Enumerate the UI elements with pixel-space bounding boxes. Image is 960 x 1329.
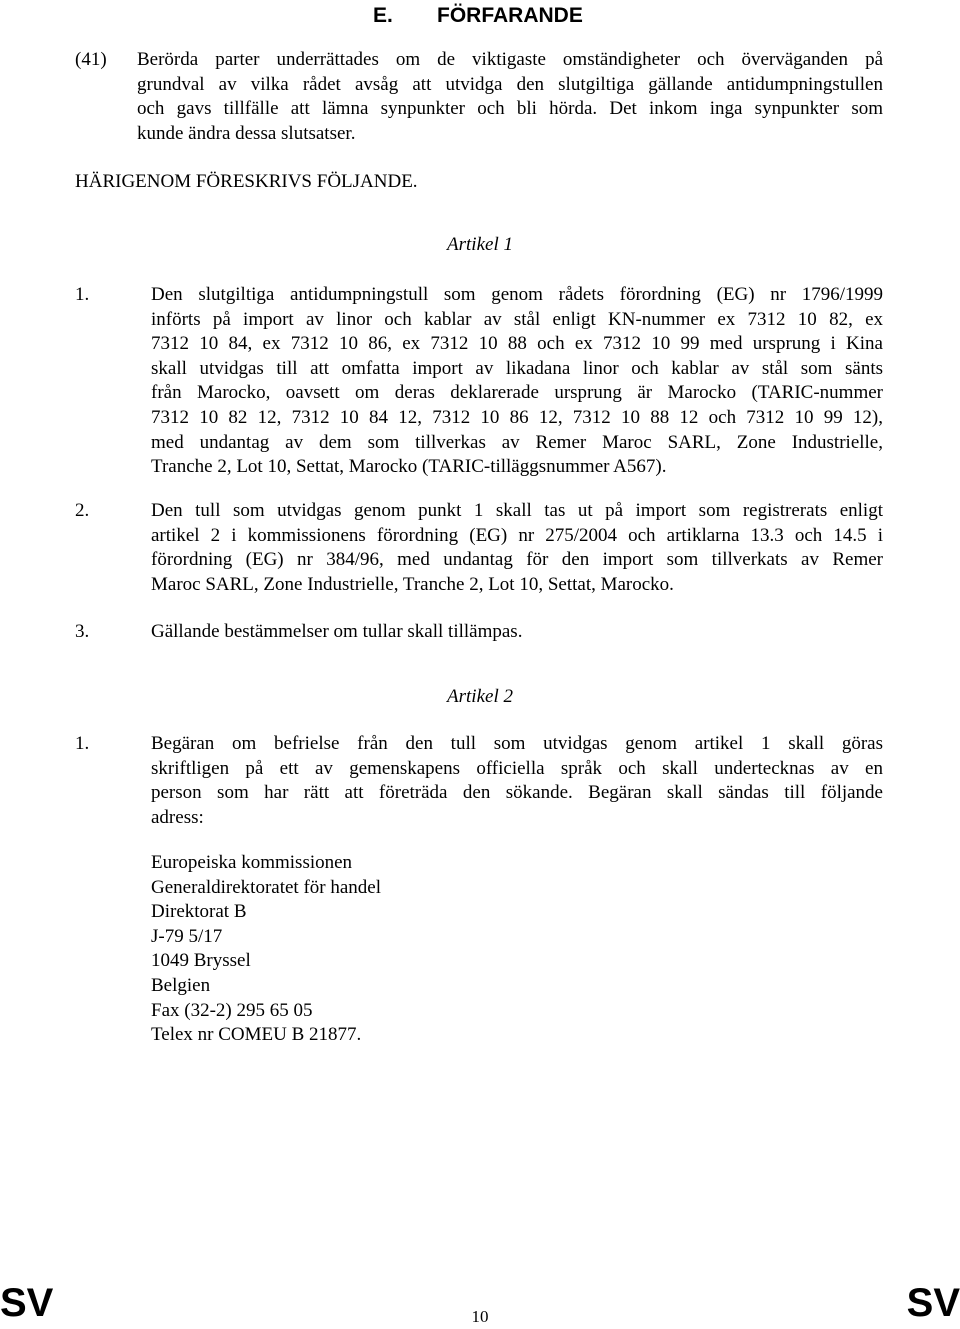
paragraph-line: med undantag av dem som tillverkas av Remer Maroc SARL, Zone Industrielle, xyxy=(151,431,883,453)
address-line: Direktorat B xyxy=(151,901,247,923)
paragraph-line: Begäran om befrielse från den tull som utvidgas genom artikel 1 skall göras xyxy=(151,733,883,754)
address-line: Belgien xyxy=(151,974,211,996)
recital-line: grundval av vilka rådet avsåg att utvidga den slutgiltiga gällande antidumpningstullen xyxy=(137,73,883,95)
paragraph-line: adress: xyxy=(151,806,204,828)
paragraph-line: skall utvidgas till att omfatta import av likadana linor och kablar av stål som sänts xyxy=(151,357,883,379)
paragraph-number: 1. xyxy=(75,733,90,754)
recital-line: och gavs tillfälle att lämna synpunkter och bli hörda. Det inkom inga synpunkter som xyxy=(137,98,883,120)
paragraph-line: införts på import av linor och kablar av stål enligt KN-nummer ex 7312 10 82, ex xyxy=(151,308,883,330)
address-line: Europeiska kommissionen xyxy=(151,852,353,873)
paragraph-line: 7312 10 82 12, 7312 10 84 12, 7312 10 86 12, 7312 10 88 12 och 7312 10 99 12), xyxy=(151,406,883,428)
address-line: Telex nr COMEU B 21877. xyxy=(151,1024,362,1046)
address-line: Generaldirektoratet för handel xyxy=(151,876,381,898)
paragraph-line: artikel 2 i kommissionens förordning (EG) nr 275/2004 och artiklarna 13.3 och 14.5 i xyxy=(151,524,883,546)
paragraph-line: Den slutgiltiga antidumpningstull som genom rådets förordning (EG) nr 1796/1999 xyxy=(151,284,883,305)
paragraph-line: förordning (EG) nr 384/96, med undantag för den import som tillverkats av Remer xyxy=(151,549,883,571)
address-line: J-79 5/17 xyxy=(151,925,223,947)
article-1-paragraph-1 xyxy=(151,283,883,480)
article-1-paragraph-2 xyxy=(151,499,883,597)
address-block xyxy=(151,851,751,1048)
paragraph-number: 3. xyxy=(75,621,90,642)
recital-line: kunde ändra dessa slutsatser. xyxy=(137,122,356,144)
paragraph-line: Gällande bestämmelser om tullar skall tillämpas. xyxy=(151,621,523,642)
paragraph-number: 1. xyxy=(75,284,90,305)
paragraph-line: person som har rätt att företräda den sökande. Begäran skall sändas till följande xyxy=(151,782,883,804)
footer-language-code-right: SV xyxy=(906,1281,960,1325)
page-number: 10 xyxy=(471,1307,489,1326)
address-line: 1049 Bryssel xyxy=(151,950,251,972)
paragraph-number: 2. xyxy=(75,500,90,521)
paragraph-line: skriftligen på ett av gemenskapens officiella språk och skall undertecknas av en xyxy=(151,757,883,779)
recital-number: (41) xyxy=(75,49,107,70)
article-1-paragraph-3 xyxy=(151,620,883,645)
paragraph-line: Tranche 2, Lot 10, Settat, Marocko (TARIC-tilläggsnummer A567). xyxy=(151,456,667,478)
enacting-formula: HÄRIGENOM FÖRESKRIVS FÖLJANDE. xyxy=(75,171,418,192)
section-letter: E. xyxy=(373,4,393,27)
paragraph-line: Den tull som utvidgas genom punkt 1 skall tas ut på import som registrerats enligt xyxy=(151,500,883,521)
recital-text xyxy=(137,48,883,146)
footer-language-code-left: SV xyxy=(0,1281,54,1325)
article-1-heading: Artikel 1 xyxy=(447,234,513,255)
address-line: Fax (32-2) 295 65 05 xyxy=(151,999,313,1021)
paragraph-line: 7312 10 84, ex 7312 10 86, ex 7312 10 88 och ex 7312 10 99 med ursprung i Kina xyxy=(151,333,883,355)
paragraph-line: från Marocko, oavsett om deras deklarerade ursprung är Marocko (TARIC-nummer xyxy=(151,382,883,404)
recital-line: Berörda parter underrättades om de viktigaste omständigheter och överväganden på xyxy=(137,49,883,70)
article-2-heading: Artikel 2 xyxy=(447,686,513,707)
paragraph-line: Maroc SARL, Zone Industrielle, Tranche 2, Lot 10, Settat, Marocko. xyxy=(151,573,674,595)
article-2-paragraph-1 xyxy=(151,732,883,830)
section-title: FÖRFARANDE xyxy=(437,4,583,27)
